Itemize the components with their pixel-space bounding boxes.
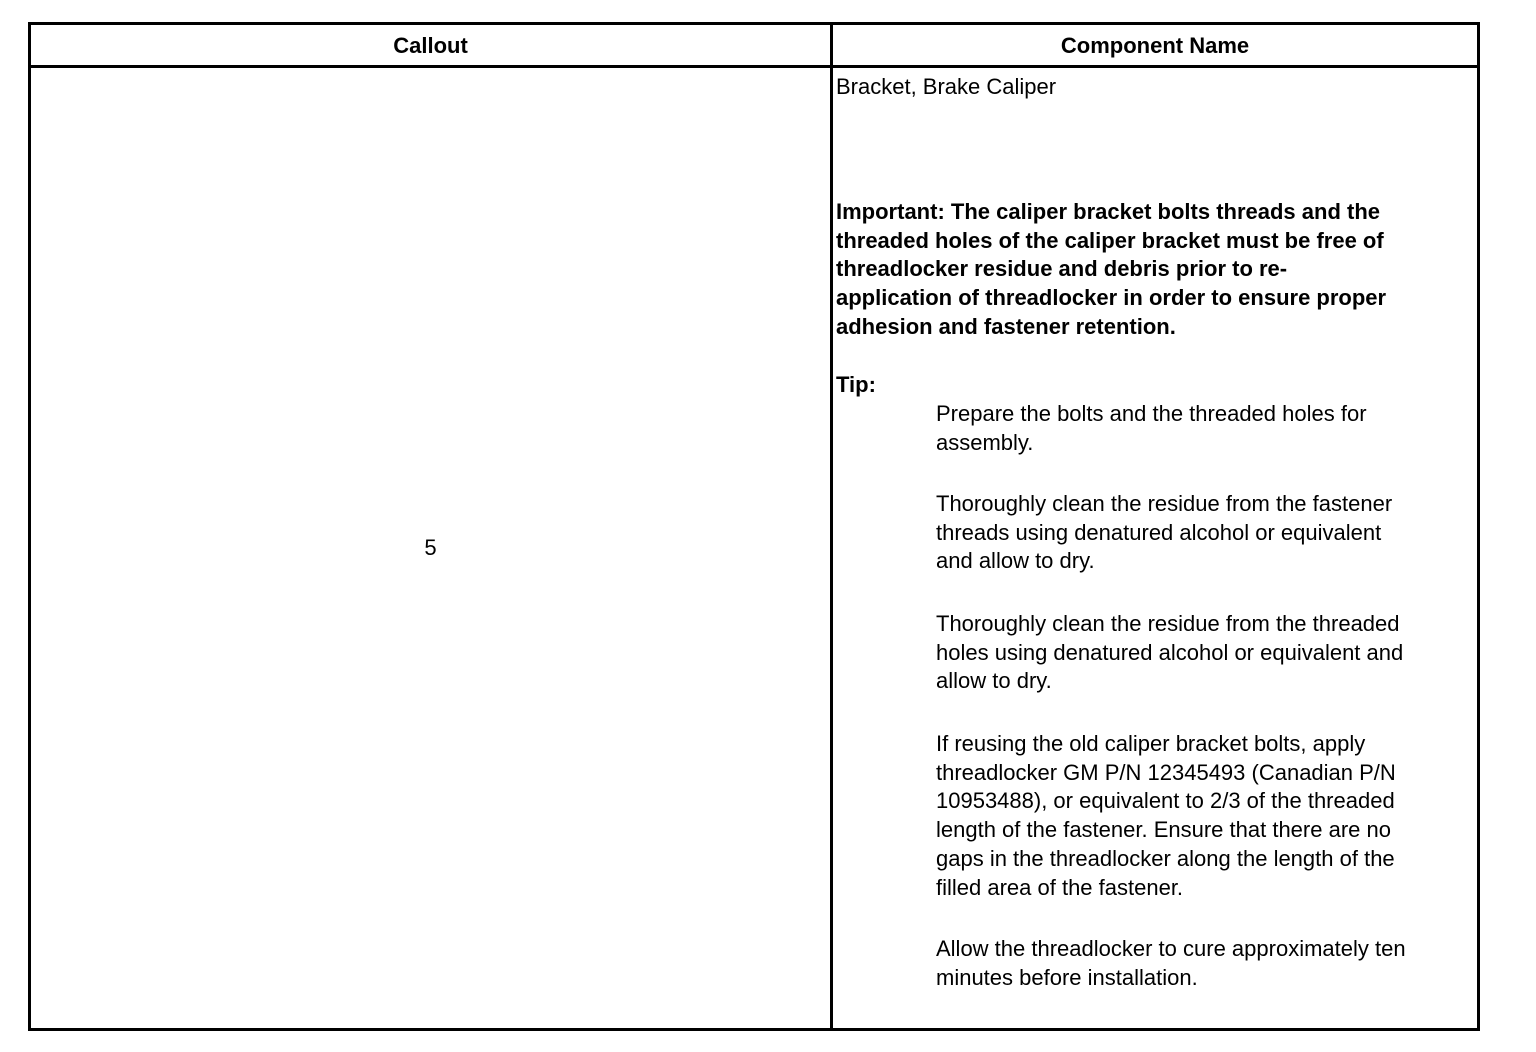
tip-step: Prepare the bolts and the threaded holes for assembly. xyxy=(936,401,1367,455)
tip-step: If reusing the old caliper bracket bolts, apply threadlocker GM P/N 12345493 (Canadian P/N 10953488), or equivalent to 2/3 of the threaded length of the fastener. Ensure that there are no gaps in the threadlocker along the length of the filled area of the fastener. xyxy=(936,731,1396,900)
tip-step: Allow the threadlocker to cure approximately ten minutes before installation. xyxy=(936,936,1406,990)
tip-step: Thoroughly clean the residue from the threaded holes using denatured alcohol or equivalent and allow to dry. xyxy=(936,611,1404,694)
component-table xyxy=(28,22,1480,1031)
important-note: Important: The caliper bracket bolts threads and the threaded holes of the caliper bracket must be free of threadlocker residue and debris prior to re- application of threadlocker in order to ensure proper adhesion and fastener retention. xyxy=(836,199,1387,339)
component-name: Bracket, Brake Caliper xyxy=(836,74,1057,99)
tip-step: Thoroughly clean the residue from the fastener threads using denatured alcohol or equivalent and allow to dry. xyxy=(936,491,1393,574)
header-divider xyxy=(31,65,1477,68)
header-component-name: Component Name xyxy=(1060,33,1250,58)
callout-number: 5 xyxy=(424,535,437,560)
tip-label: Tip: xyxy=(836,372,876,397)
column-divider xyxy=(830,25,833,1028)
header-callout: Callout xyxy=(393,33,468,58)
